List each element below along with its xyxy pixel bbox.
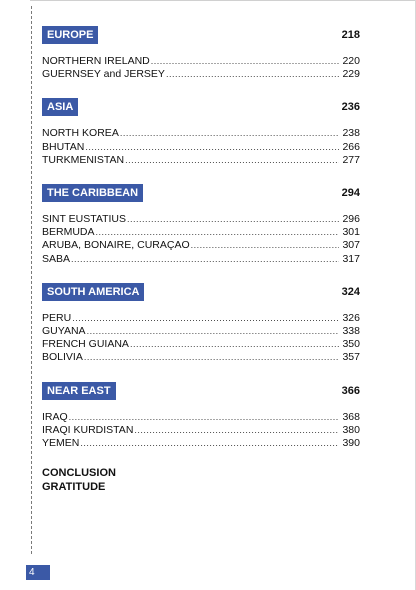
toc-entry[interactable] (42, 312, 360, 325)
entry-title: NORTH KOREA (42, 127, 119, 140)
leader-dots (96, 226, 339, 239)
entry-title: GUERNSEY and JERSEY (42, 68, 165, 81)
entry-title: SABA (42, 252, 71, 265)
entry-title: ARUBA, BONAIRE, CURAÇAO (42, 239, 190, 252)
toc-entry[interactable] (42, 437, 360, 450)
toc-entry[interactable] (42, 253, 360, 266)
entry-page-number: 326 (342, 311, 360, 324)
entry-title: FRENCH GUIANA (42, 338, 129, 351)
entry-title: BHUTAN (42, 140, 85, 153)
entry-title: IRAQI KURDISTAN (42, 423, 134, 436)
page-number-badge: 4 (26, 565, 50, 580)
section-header (42, 282, 360, 302)
leader-dots (72, 312, 339, 325)
entry-page-number: 338 (342, 325, 360, 338)
conclusion-entry[interactable]: CONCLUSION (42, 467, 116, 480)
dashed-margin-line (31, 6, 32, 554)
section-title[interactable]: ASIA (42, 98, 78, 116)
leader-dots (87, 325, 339, 338)
entry-title: TURKMENISTAN (42, 153, 125, 166)
leader-dots (151, 55, 339, 68)
entry-title: PERU (42, 311, 72, 324)
section-caribbean (42, 183, 360, 266)
section-header (42, 25, 360, 45)
section-asia (42, 97, 360, 167)
entry-title: SINT EUSTATIUS (42, 213, 127, 226)
leader-dots (80, 437, 339, 450)
section-europe (42, 25, 360, 81)
entry-title: BERMUDA (42, 226, 95, 239)
toc-entry[interactable] (42, 55, 360, 68)
table-of-contents (42, 25, 360, 494)
section-page-number: 366 (341, 384, 360, 397)
entry-page-number: 357 (342, 351, 360, 364)
section-page-number: 236 (341, 101, 360, 114)
section-title[interactable]: SOUTH AMERICA (42, 283, 144, 301)
section-near-east (42, 381, 360, 451)
entry-page-number: 296 (342, 213, 360, 226)
closing-entries (42, 466, 360, 494)
toc-entry[interactable] (42, 213, 360, 226)
section-page-number: 294 (341, 187, 360, 200)
toc-entry[interactable] (42, 325, 360, 338)
entry-page-number: 277 (342, 153, 360, 166)
section-title[interactable]: NEAR EAST (42, 382, 116, 400)
leader-dots (71, 253, 339, 266)
entry-page-number: 238 (342, 127, 360, 140)
entry-page-number: 220 (342, 55, 360, 67)
toc-entry[interactable] (42, 351, 360, 364)
toc-entry[interactable] (42, 141, 360, 154)
leader-dots (134, 424, 339, 437)
section-south-america (42, 282, 360, 365)
entry-page-number: 380 (342, 423, 360, 436)
leader-dots (125, 154, 339, 167)
entry-page-number: 350 (342, 338, 360, 351)
section-header (42, 183, 360, 203)
section-page-number: 324 (341, 285, 360, 298)
leader-dots (127, 213, 339, 226)
entry-page-number: 266 (342, 140, 360, 153)
entry-page-number: 301 (342, 226, 360, 239)
entry-page-number: 307 (342, 239, 360, 252)
entry-page-number: 317 (342, 252, 360, 265)
entry-page-number: 368 (342, 410, 360, 423)
section-title[interactable]: EUROPE (42, 26, 98, 44)
section-title[interactable]: THE CARIBBEAN (42, 184, 143, 202)
entry-title: BOLIVIA (42, 351, 83, 364)
toc-entry[interactable] (42, 239, 360, 252)
leader-dots (120, 127, 339, 140)
leader-dots (84, 351, 339, 364)
gratitude-entry[interactable]: GRATITUDE (42, 481, 106, 494)
leader-dots (191, 239, 339, 252)
section-header (42, 97, 360, 117)
entry-title: GUYANA (42, 325, 86, 338)
leader-dots (69, 411, 339, 424)
toc-entry[interactable] (42, 424, 360, 437)
toc-entry[interactable] (42, 154, 360, 167)
toc-entry[interactable] (42, 127, 360, 140)
leader-dots (85, 141, 339, 154)
toc-entry[interactable] (42, 68, 360, 81)
page-edge-top (30, 0, 416, 1)
toc-entry[interactable] (42, 411, 360, 424)
entry-page-number: 390 (342, 437, 360, 450)
section-header (42, 381, 360, 401)
section-page-number: 218 (341, 29, 360, 41)
entry-title: IRAQ (42, 410, 68, 423)
entry-page-number: 229 (342, 68, 360, 81)
leader-dots (130, 338, 339, 351)
toc-entry[interactable] (42, 226, 360, 239)
entry-title: YEMEN (42, 437, 80, 450)
entry-title: NORTHERN IRELAND (42, 55, 150, 67)
toc-entry[interactable] (42, 338, 360, 351)
leader-dots (166, 68, 339, 81)
